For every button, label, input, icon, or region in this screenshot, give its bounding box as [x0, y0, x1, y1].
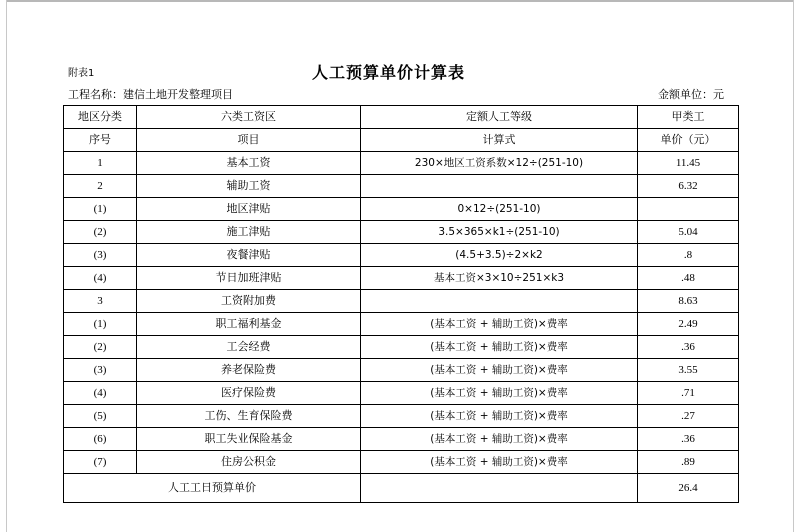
row-item: 施工津贴: [137, 221, 361, 244]
row-number: (1): [64, 313, 137, 336]
header-row: [64, 129, 739, 152]
amount-unit: 金额单位：元: [658, 88, 724, 101]
header-cell: 单价（元）: [638, 129, 739, 152]
row-formula: [361, 290, 638, 313]
row-price: 8.63: [638, 290, 739, 313]
header-cell: 地区分类: [64, 106, 137, 129]
table-row: [64, 382, 739, 405]
row-price: 2.49: [638, 313, 739, 336]
page-title: 人工预算单价计算表: [312, 63, 466, 82]
project-name: 工程名称：建信土地开发整理项目: [68, 88, 233, 101]
row-formula: 3.5×365×k1÷(251-10): [361, 221, 638, 244]
header-cell: 定额人工等级: [361, 106, 638, 129]
row-formula: (基本工资 + 辅助工资)×费率: [361, 428, 638, 451]
row-formula: (基本工资 + 辅助工资)×费率: [361, 336, 638, 359]
row-formula: (4.5+3.5)÷2×k2: [361, 244, 638, 267]
row-formula: (基本工资 + 辅助工资)×费率: [361, 405, 638, 428]
row-item: 职工失业保险基金: [137, 428, 361, 451]
row-item: 工会经费: [137, 336, 361, 359]
row-item: 辅助工资: [137, 175, 361, 198]
table-row: [64, 198, 739, 221]
row-number: (7): [64, 451, 137, 474]
header-cell: 甲类工: [638, 106, 739, 129]
row-item: 职工福利基金: [137, 313, 361, 336]
row-price: .71: [638, 382, 739, 405]
row-number: 3: [64, 290, 137, 313]
row-item: 夜餐津贴: [137, 244, 361, 267]
total-price: 26.4: [638, 474, 739, 503]
row-item: 节日加班津贴: [137, 267, 361, 290]
row-formula: 230×地区工资系数×12÷(251-10): [361, 152, 638, 175]
row-formula: (基本工资 + 辅助工资)×费率: [361, 359, 638, 382]
row-number: 2: [64, 175, 137, 198]
row-number: (4): [64, 382, 137, 405]
window-left-border: [6, 0, 7, 532]
row-number: (2): [64, 336, 137, 359]
table-row: [64, 221, 739, 244]
labor-cost-table: [63, 105, 739, 503]
attachment-label: 附表1: [68, 68, 95, 79]
row-formula: (基本工资 + 辅助工资)×费率: [361, 313, 638, 336]
row-item: 工资附加费: [137, 290, 361, 313]
header-cell: 序号: [64, 129, 137, 152]
row-number: 1: [64, 152, 137, 175]
row-price: 3.55: [638, 359, 739, 382]
row-item: 养老保险费: [137, 359, 361, 382]
window-top-border: [6, 0, 794, 2]
row-price: .89: [638, 451, 739, 474]
row-price: [638, 198, 739, 221]
row-price: 5.04: [638, 221, 739, 244]
row-price: .48: [638, 267, 739, 290]
window-right-border: [793, 0, 794, 532]
table-row: [64, 313, 739, 336]
table-row: [64, 336, 739, 359]
table-row: [64, 405, 739, 428]
row-price: 11.45: [638, 152, 739, 175]
header-cell: 六类工资区: [137, 106, 361, 129]
row-formula: (基本工资 + 辅助工资)×费率: [361, 451, 638, 474]
row-number: (3): [64, 359, 137, 382]
row-formula: [361, 175, 638, 198]
row-formula: 基本工资×3×10÷251×k3: [361, 267, 638, 290]
table-row: [64, 244, 739, 267]
row-price: 6.32: [638, 175, 739, 198]
total-row: [64, 474, 739, 503]
row-price: .36: [638, 428, 739, 451]
table-row: [64, 267, 739, 290]
total-label: 人工工日预算单价: [64, 474, 361, 503]
header-cell: 计算式: [361, 129, 638, 152]
header-cell: 项目: [137, 129, 361, 152]
row-number: (6): [64, 428, 137, 451]
row-price: .8: [638, 244, 739, 267]
row-formula: (基本工资 + 辅助工资)×费率: [361, 382, 638, 405]
row-item: 住房公积金: [137, 451, 361, 474]
row-number: (5): [64, 405, 137, 428]
table-row: [64, 359, 739, 382]
row-number: (2): [64, 221, 137, 244]
row-item: 地区津贴: [137, 198, 361, 221]
row-price: .36: [638, 336, 739, 359]
total-formula: [361, 474, 638, 503]
table-row: [64, 428, 739, 451]
table-row: [64, 152, 739, 175]
row-formula: 0×12÷(251-10): [361, 198, 638, 221]
header-row: [64, 106, 739, 129]
row-item: 工伤、生育保险费: [137, 405, 361, 428]
table-row: [64, 290, 739, 313]
row-number: (1): [64, 198, 137, 221]
row-item: 基本工资: [137, 152, 361, 175]
row-price: .27: [638, 405, 739, 428]
table-row: [64, 175, 739, 198]
row-item: 医疗保险费: [137, 382, 361, 405]
row-number: (4): [64, 267, 137, 290]
table-row: [64, 451, 739, 474]
row-number: (3): [64, 244, 137, 267]
